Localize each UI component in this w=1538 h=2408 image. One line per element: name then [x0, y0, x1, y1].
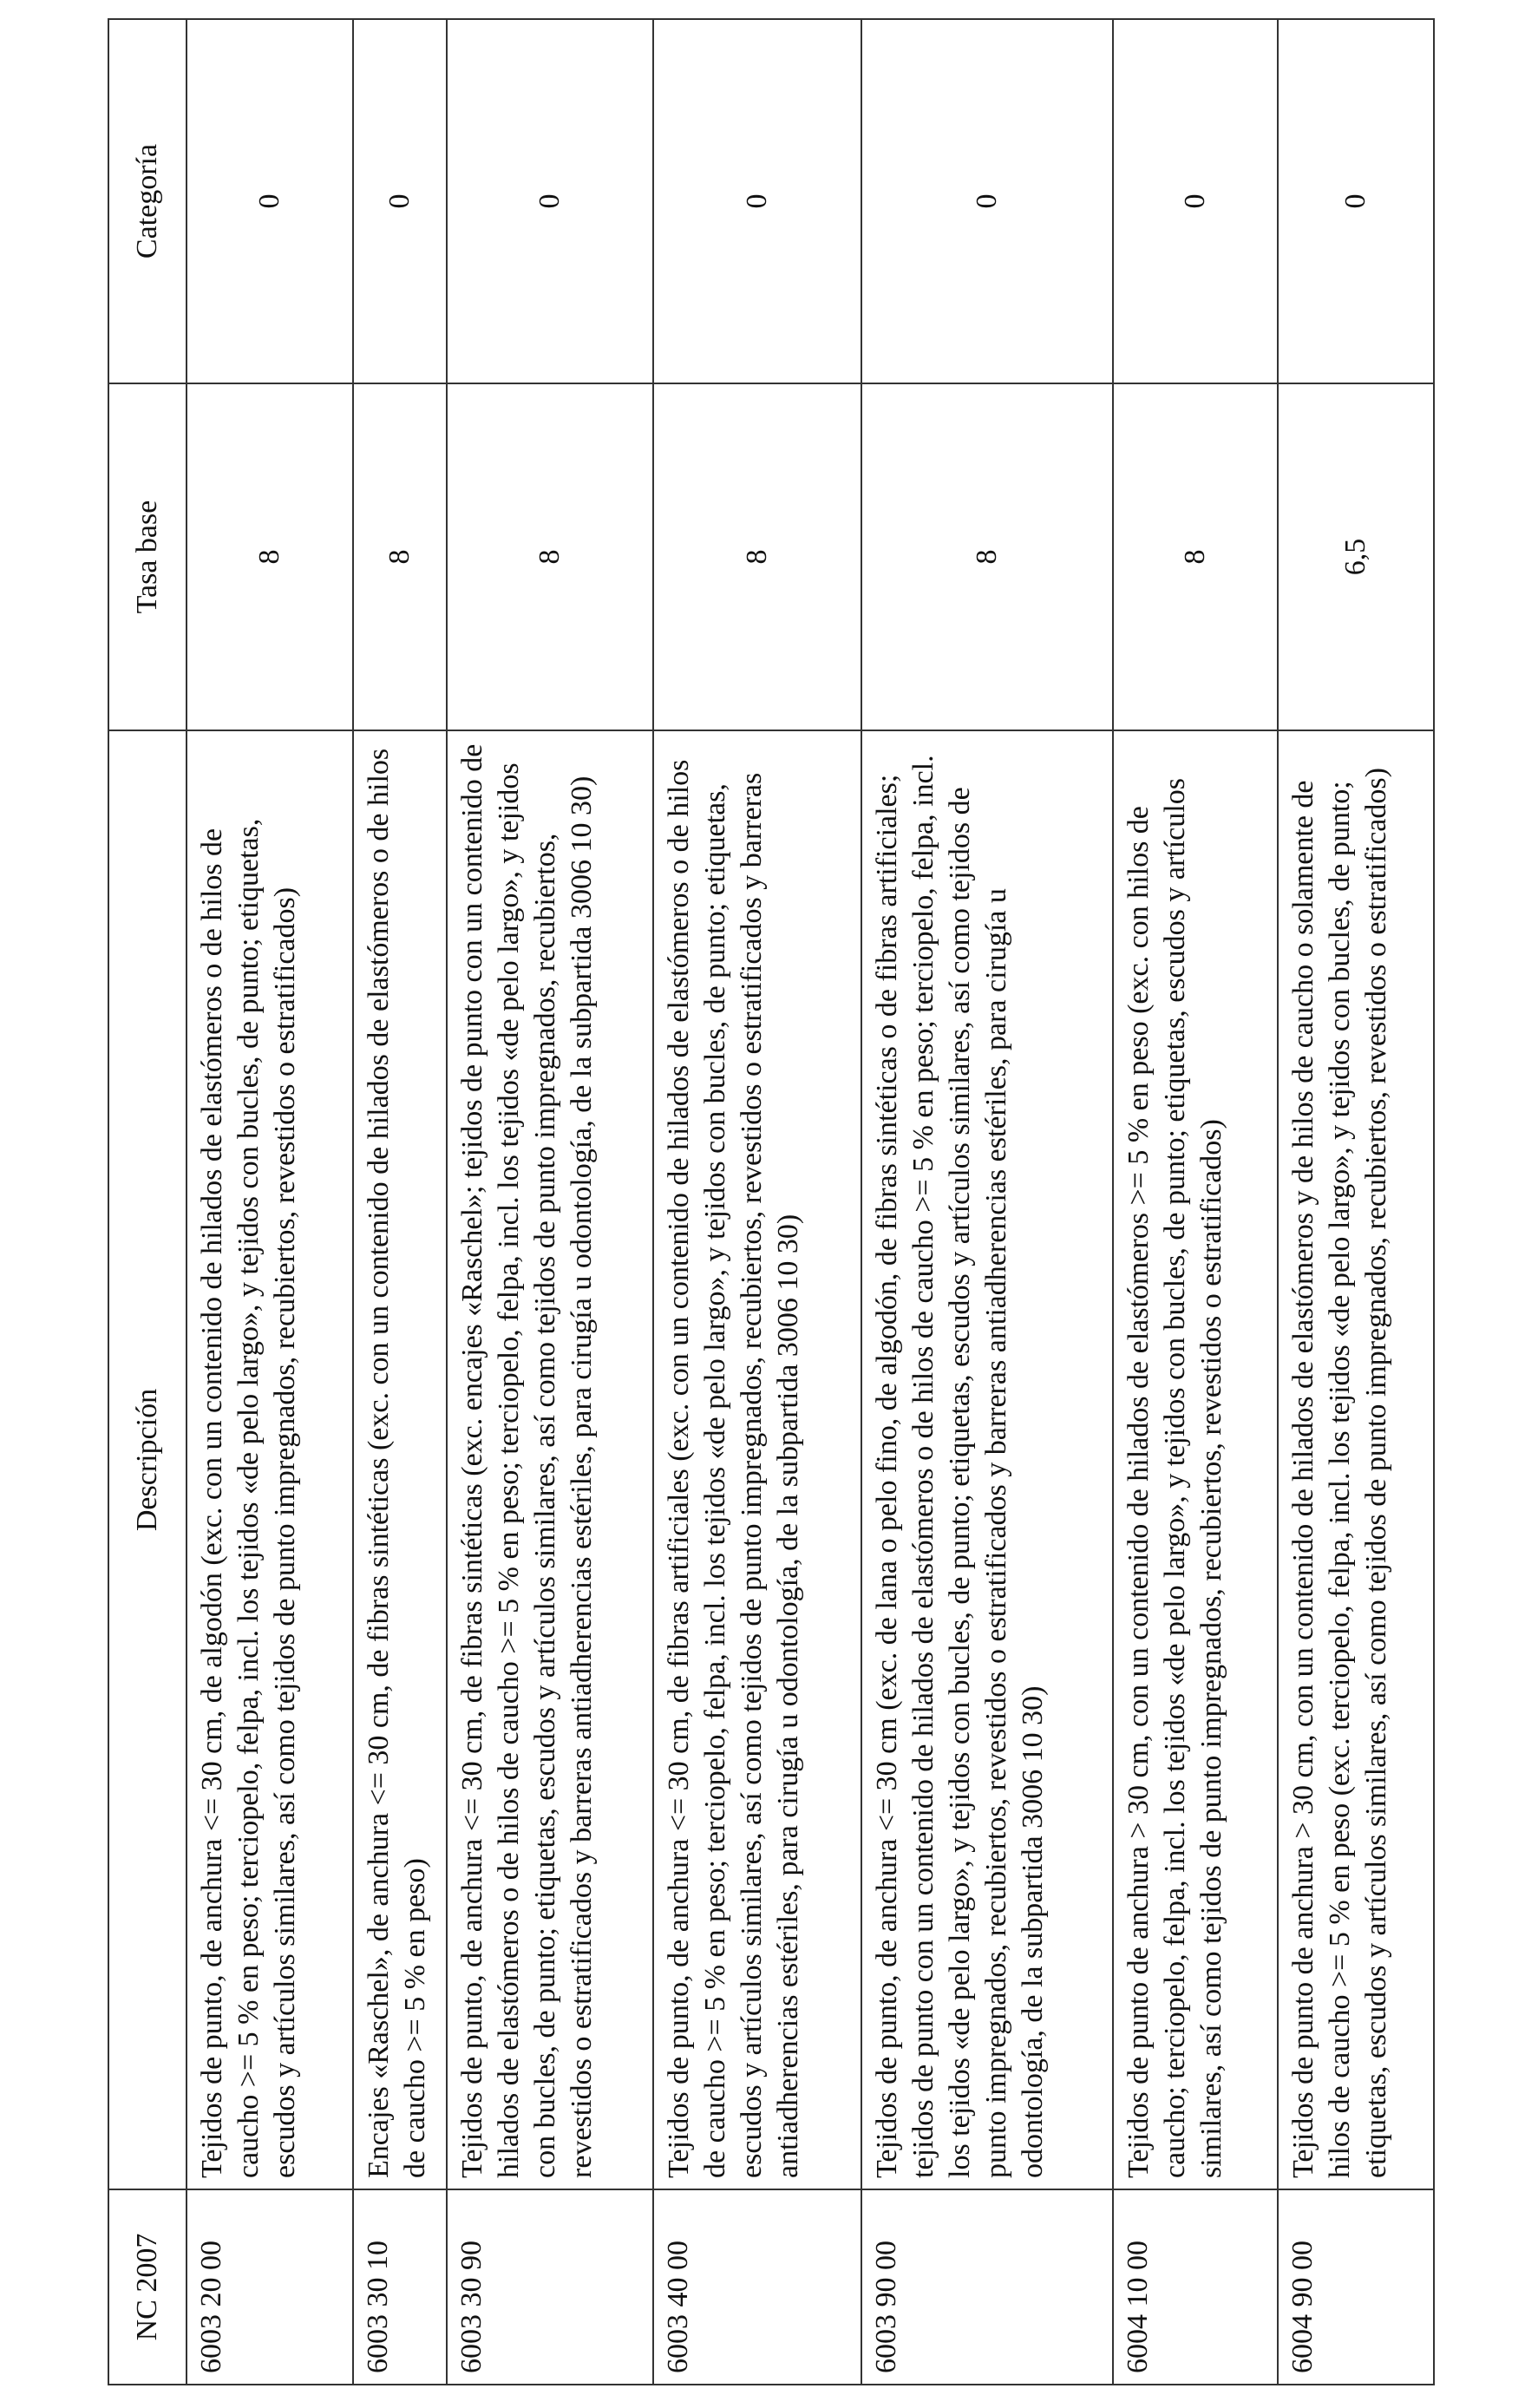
description-cell: Tejidos de punto, de anchura <= 30 cm, de fibras artificiales (exc. con un contenido de hilados de elastómeros o de hilos de caucho >= 5 % en peso; terciopelo, felpa, incl. los tejidos «de pelo largo», y tejidos con bucles, de punto; etiquetas, escudos y artículos similares, así como tejidos de punto impregnados, recubiertos, revestidos o estratificados y barreras antiadherencias estériles, para cirugía u odontología, de la subpartida 3006 10 30): [653, 730, 861, 2189]
table-row: [353, 19, 447, 2385]
base-rate-cell: 8: [653, 383, 861, 730]
category-cell: 0: [187, 19, 353, 383]
category-cell: 0: [861, 19, 1113, 383]
description-cell: Tejidos de punto, de anchura <= 30 cm (exc. de lana o pelo fino, de algodón, de fibras sintéticas o de fibras artificiales; tejidos de punto con un contenido de hilados de elastómeros o de hilos de caucho >= 5 % en peso; terciopelo, felpa, incl. los tejidos «de pelo largo», y tejidos con bucles, de punto; etiquetas, escudos y artículos similares, así como tejidos de punto impregnados, recubiertos, revestidos o estratificados y barreras antiadherencias estériles, para cirugía u odontología, de la subpartida 3006 10 30): [861, 730, 1113, 2189]
header-code: NC 2007: [108, 2189, 187, 2385]
base-rate-cell: 8: [1113, 383, 1278, 730]
description-cell: Tejidos de punto, de anchura <= 30 cm, de algodón (exc. con un contenido de hilados de elastómeros o de hilos de caucho >= 5 % en peso; terciopelo, felpa, incl. los tejidos «de pelo largo», y tejidos con bucles, de punto; etiquetas, escudos y artículos similares, así como tejidos de punto impregnados, recubiertos, revestidos o estratificados): [187, 730, 353, 2189]
base-rate-cell: 8: [187, 383, 353, 730]
code-cell: 6003 20 00: [187, 2189, 353, 2385]
table-row: [447, 19, 653, 2385]
header-row: [108, 19, 187, 2385]
header-base-rate: Tasa base: [108, 383, 187, 730]
category-cell: 0: [353, 19, 447, 383]
base-rate-cell: 8: [447, 383, 653, 730]
description-cell: Tejidos de punto, de anchura <= 30 cm, de fibras sintéticas (exc. encajes «Raschel»; tejidos de punto con un contenido de hilados de elastómeros o de hilos de caucho >= 5 % en peso; terciopelo, felpa, incl. los tejidos «de pelo largo», y tejidos con bucles, de punto; etiquetas, escudos y artículos similares, así como tejidos de punto impregnados, recubiertos, revestidos o estratificados y barreras antiadherencias estériles, para cirugía u odontología, de la subpartida 3006 10 30): [447, 730, 653, 2189]
category-cell: 0: [653, 19, 861, 383]
table-row: [1278, 19, 1434, 2385]
code-cell: 6003 30 10: [353, 2189, 447, 2385]
table-row: [653, 19, 861, 2385]
code-cell: 6003 30 90: [447, 2189, 653, 2385]
base-rate-cell: 8: [861, 383, 1113, 730]
rotated-table-container: [108, 20, 1430, 2385]
code-cell: 6003 90 00: [861, 2189, 1113, 2385]
code-cell: 6003 40 00: [653, 2189, 861, 2385]
tariff-table: [108, 18, 1435, 2385]
base-rate-cell: 8: [353, 383, 447, 730]
table-row: [861, 19, 1113, 2385]
category-cell: 0: [1278, 19, 1434, 383]
header-category: Categoría: [108, 19, 187, 383]
category-cell: 0: [1113, 19, 1278, 383]
description-cell: Tejidos de punto de anchura > 30 cm, con un contenido de hilados de elastómeros >= 5 % en peso (exc. con hilos de caucho; terciopelo, felpa, incl. los tejidos «de pelo largo», y tejidos con bucles, de punto; etiquetas, escudos y artículos similares, así como tejidos de punto impregnados, recubiertos, revestidos o estratificados): [1113, 730, 1278, 2189]
description-cell: Encajes «Raschel», de anchura <= 30 cm, de fibras sintéticas (exc. con un contenido de hilados de elastómeros o de hilos de caucho >= 5 % en peso): [353, 730, 447, 2189]
table-row: [187, 19, 353, 2385]
base-rate-cell: 6,5: [1278, 383, 1434, 730]
code-cell: 6004 10 00: [1113, 2189, 1278, 2385]
description-cell: Tejidos de punto de anchura > 30 cm, con un contenido de hilados de elastómeros y de hilos de caucho o solamente de hilos de caucho >= 5 % en peso (exc. terciopelo, felpa, incl. los tejidos «de pelo largo», y tejidos con bucles, de punto; etiquetas, escudos y artículos similares, así como tejidos de punto impregnados, recubiertos, revestidos o estratificados): [1278, 730, 1434, 2189]
table-row: [1113, 19, 1278, 2385]
category-cell: 0: [447, 19, 653, 383]
code-cell: 6004 90 00: [1278, 2189, 1434, 2385]
header-description: Descripción: [108, 730, 187, 2189]
